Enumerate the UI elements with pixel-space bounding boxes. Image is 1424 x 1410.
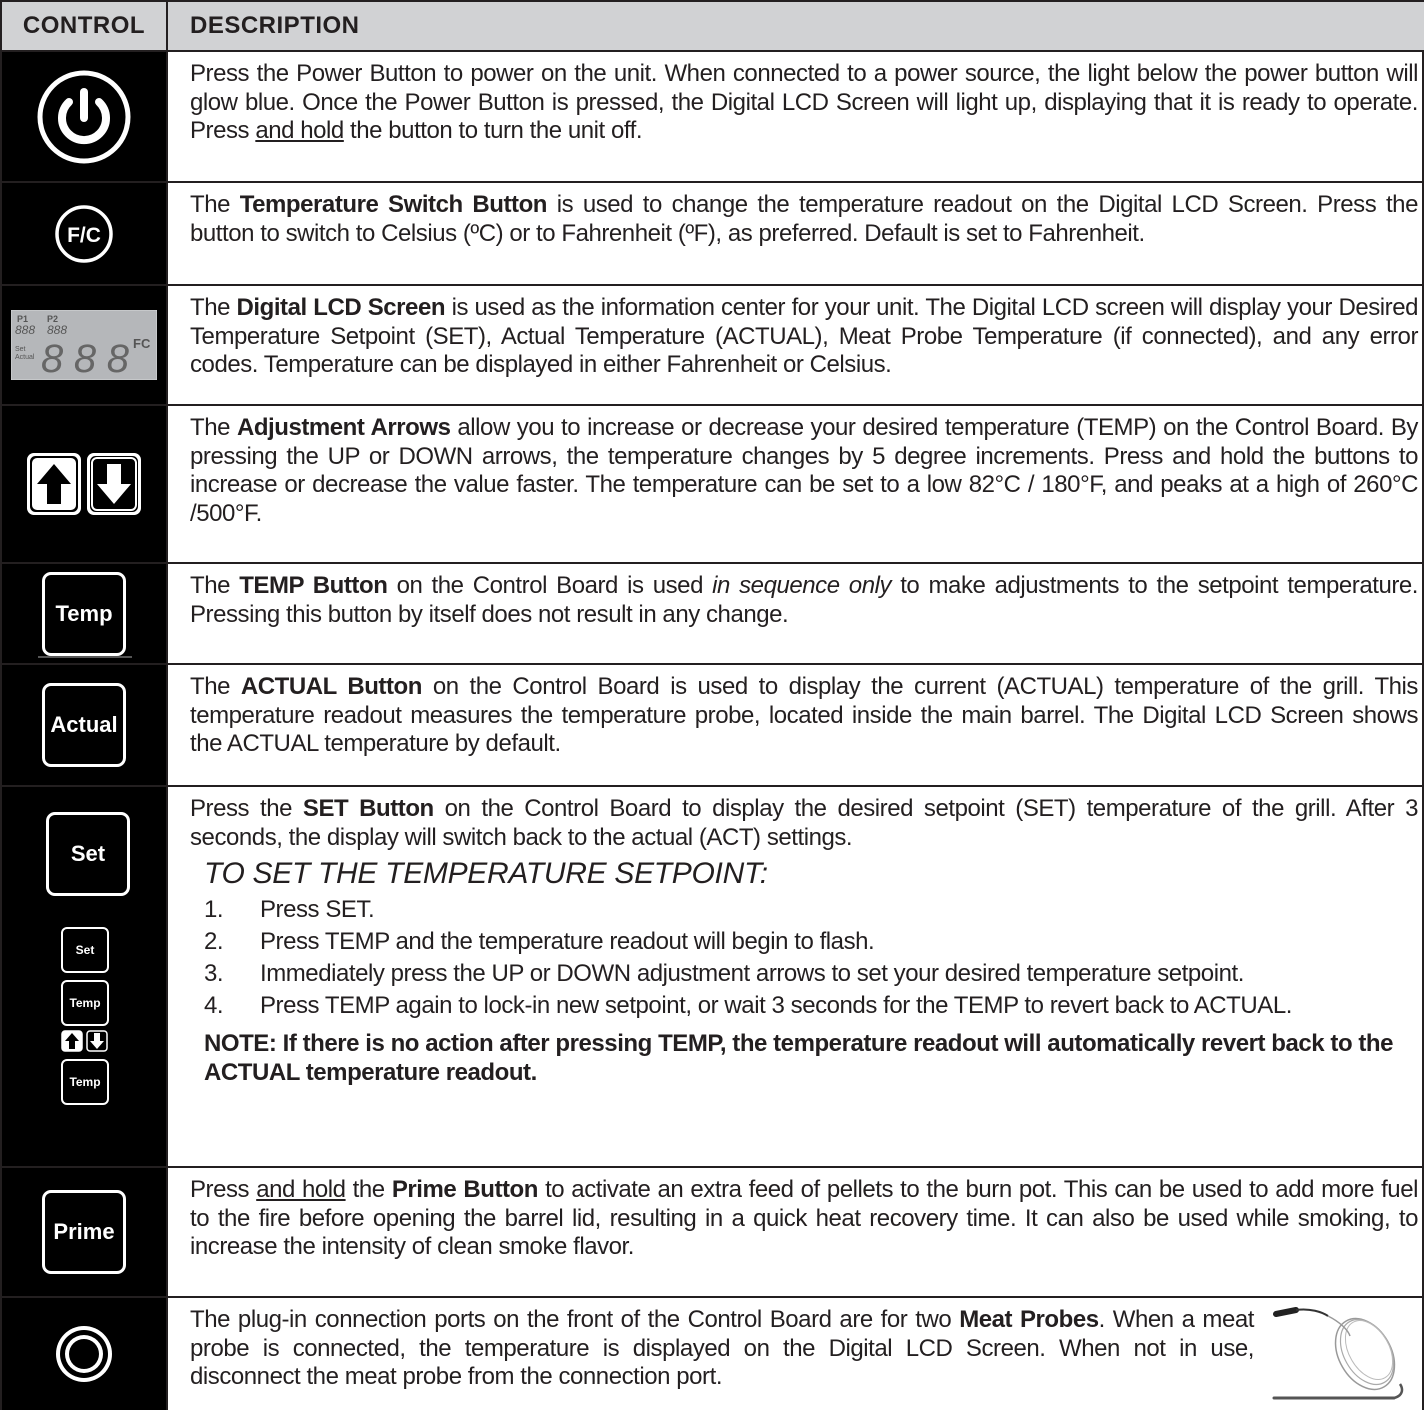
note-text: NOTE: If there is no action after pressing TEMP, the temperature readout will automatically revert back to the ACTUAL temperature readout. [204,1030,1394,1086]
lcd-small-digits: 888 [47,323,68,337]
description-text: Press the Power Button to power on the unit. When connected to a power source, the light below the power button will glow blue. Once the Power Button is pressed, the Digital LCD Screen will light up, displaying that it is ready to operate. Press [190,60,1418,144]
step-number: 3. [204,960,224,987]
table-row [2,406,1424,564]
probe-port-icon [53,1323,115,1385]
bold-text: Meat Probes [959,1306,1099,1333]
table-row [2,52,1424,183]
description-cell [168,564,1424,663]
description-cell [168,1298,1424,1410]
bold-text: Prime Button [391,1176,538,1203]
set-button[interactable]: Set [46,812,130,896]
description-text: allow you to increase or decrease your desired temperature (TEMP) on the Control Board. By pressing the UP or DOWN arrows, the temperature changes by 5 degree increments. Press and hold the buttons to increase or decrease the value faster. The temperature can be set to a low 82°C / 180°F, and peaks at a high of 260°C /500°F. [190,414,1418,527]
sequence-arrows [61,1030,108,1052]
table-row [2,564,1424,665]
lcd-p2-label: P2 [47,314,59,324]
control-cell [2,1168,168,1296]
fc-switch-icon [54,204,114,264]
bold-text: TEMP Button [239,572,388,599]
control-cell [2,564,168,663]
control-cell [2,665,168,785]
description-text: Press the [190,795,303,822]
down-arrow-button[interactable] [87,453,141,515]
description-text: The [190,294,237,321]
step-number: 1. [204,896,224,923]
table-row [2,1298,1424,1410]
bold-text: Adjustment Arrows [236,414,451,441]
control-cell [2,406,168,562]
description-text: . When a meat probe is connected, the temperature is displayed on the Digital LCD Screen. When not in use, disconnect the meat probe from the connection port. [190,1306,1254,1390]
italic-text: in sequence only [712,572,892,599]
control-cell [2,183,168,284]
control-cell [2,1298,168,1410]
list-item [204,926,1418,958]
underlined-text: and hold [256,1176,346,1203]
actual-button[interactable]: Actual [42,683,126,767]
step-text: Press SET. [260,896,375,923]
header-description: DESCRIPTION [190,12,360,39]
description-cell [168,52,1424,181]
lcd-set-label: Set [15,346,26,353]
lcd-actual-label: Actual [15,354,35,361]
step-number: 2. [204,928,224,955]
control-cell [2,787,168,1166]
table-row [2,1168,1424,1298]
description-text: The plug-in connection ports on the front of the Control Board are for two [190,1306,960,1333]
description-text: is used to change the temperature readout on the Digital LCD Screen. Press the button to switch to Celsius (ºC) or to Fahrenheit (ºF), as preferred. Default is set to Fahrenheit. [190,191,1418,247]
bold-text: Digital LCD Screen [236,294,446,321]
description-text: The [190,414,237,441]
description-cell [168,665,1424,785]
control-cell [2,52,168,181]
arrow-down-icon [86,1030,108,1052]
fc-icon-label: F/C [67,223,101,247]
arrow-up-icon [61,1030,83,1052]
underlined-text: and hold [255,117,344,144]
lcd-big-digits: 888 [41,337,129,380]
table-row [2,787,1424,1168]
sequence-temp-button: Temp [61,980,109,1026]
step-text: Press TEMP again to lock-in new setpoint, or wait 3 seconds for the TEMP to revert back to ACTUAL. [260,992,1292,1019]
lcd-small-digits: 888 [15,323,36,337]
control-cell [2,286,168,404]
up-arrow-button[interactable] [27,453,81,515]
bold-text: Temperature Switch Button [239,191,547,218]
description-text: The [190,673,241,700]
description-cell [168,406,1424,562]
description-text: to activate an extra feed of pellets to the burn pot. This can be used to add more fuel to the fire before opening the barrel lid, resulting in a quick heat recovery time. It can also be used while smoking, to increase the intensity of clean smoke flavor. [190,1176,1418,1260]
description-text: The [190,191,240,218]
list-item [204,958,1418,990]
bold-text: SET Button [302,795,434,822]
description-text: on the Control Board to display the desired setpoint (SET) temperature of the grill. After 3 seconds, the display will switch back to the actual (ACT) settings. [190,795,1418,851]
description-cell [168,787,1424,1166]
power-icon [35,68,133,166]
table-header [2,0,1424,52]
description-cell [168,1168,1424,1296]
temp-button[interactable]: Temp [42,572,126,656]
step-text: Press TEMP and the temperature readout will begin to flash. [260,928,875,955]
description-text: on the Control Board is used [387,572,713,599]
arrow-up-icon [27,453,81,515]
lcd-p1-label: P1 [17,314,29,324]
step-number: 4. [204,992,224,1019]
table-row [2,286,1424,406]
prime-button[interactable]: Prime [42,1190,126,1274]
arrow-down-icon [87,453,141,515]
adjustment-arrows [27,453,141,515]
description-text: Press [190,1176,257,1203]
description-text: The [190,572,240,599]
table-row [2,665,1424,787]
description-cell [168,183,1424,284]
instructions-title: TO SET THE TEMPERATURE SETPOINT: [204,857,768,890]
divider [38,656,132,658]
description-cell [168,286,1424,404]
steps-list [204,894,1418,1022]
sequence-set-button: Set [61,927,109,973]
description-text: is used as the information center for your unit. The Digital LCD screen will display your Desired Temperature Setpoint (SET), Actual Temperature (ACTUAL), Meat Probe Temperature (if connected), and any error codes. Temperature can be displayed in either Fahrenheit or Celsius. [190,294,1418,378]
bold-text: ACTUAL Button [240,673,422,700]
description-text: the [345,1176,392,1203]
lcd-fc-label: FC [133,336,151,351]
meat-probe-image [1270,1300,1420,1404]
table-row [2,183,1424,286]
step-text: Immediately press the UP or DOWN adjustment arrows to set your desired temperature setpoint. [260,960,1244,987]
list-item [204,894,1418,926]
sequence-temp-button: Temp [61,1059,109,1105]
set-paragraph [190,795,1418,852]
header-control: CONTROL [2,2,168,50]
description-text: on the Control Board is used to display the current (ACTUAL) temperature of the grill. This temperature readout measures the temperature probe, located inside the main barrel. The Digital LCD Screen shows the ACTUAL temperature by default. [190,673,1418,757]
list-item [204,990,1418,1022]
lcd-screen-icon [11,310,157,380]
description-text: to make adjustments to the setpoint temperature. Pressing this button by itself does not result in any change. [190,572,1418,628]
description-text: the button to turn the unit off. [343,117,643,144]
